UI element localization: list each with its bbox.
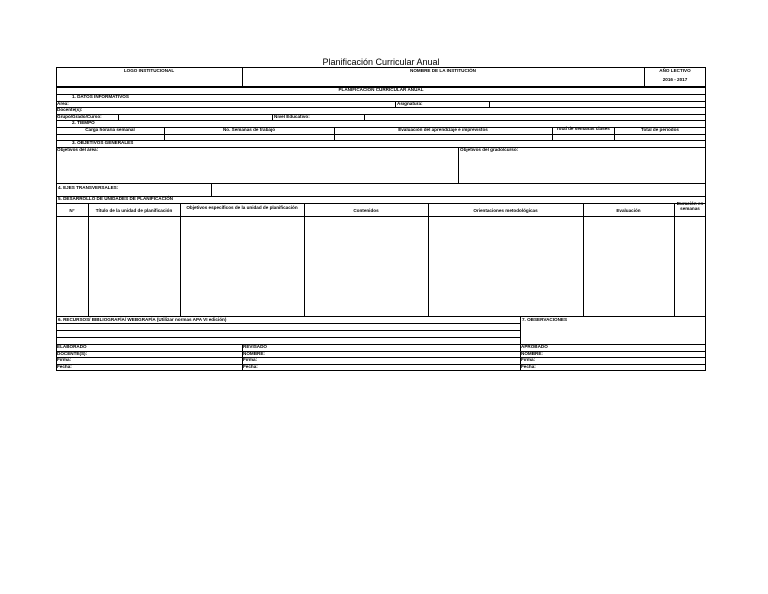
nivel-label: Nivel Educativo: [274,114,310,119]
sign-elaborado-label: ELABORADO [57,344,87,349]
objetivos-grado-label: Objetivos del grado/curso: [460,147,519,152]
col-number-header: N° [69,208,75,213]
section-1-heading: 1. DATOS INFORMATIVOS [72,94,129,99]
objetivos-area-label: Objetivos del área: [57,147,99,152]
col-orientaciones-header: Orientaciones metodológicas [473,208,538,213]
carga-horaria-header: Carga horaria semanal [85,127,135,132]
total-semanas-header: Total de semanas clases [556,126,610,131]
sign-revisado-firma-label: Firma: [243,357,258,362]
logo-placeholder: LOGO INSTITUCIONAL [123,68,175,73]
section-7-heading: 7. OBSERVACIONES [522,317,568,322]
sign-revisado-label: REVISADO [243,344,267,349]
institution-name: NOMBRE DE LA INSTITUCIÓN [410,68,476,73]
section-3-heading: 3. OBJETIVOS GENERALES [72,140,134,145]
section-2-heading: 2. TIEMPO [72,120,95,125]
sign-revisado-nombre-label: NOMBRE: [243,351,265,356]
total-periodos-header: Total de periodos [641,127,679,132]
col-contenidos-header: Contenidos [353,208,379,213]
sign-aprobado-fecha-label: Fecha: [521,364,536,369]
evaluacion-imprevistos-header: Evaluación del aprendizaje e imprevistos [398,127,488,132]
sign-elaborado-firma-label: Firma: [57,357,72,362]
year-value: 2016 - 2017 [662,77,688,82]
sign-revisado-fecha-label: Fecha: [243,364,258,369]
asignatura-label: Asignatura: [397,101,423,106]
col-duracion-header: Duración en semanas [676,201,704,212]
col-objetivos-header: Objetivos específicos de la unidad de planificación [186,205,298,210]
section-title: PLANIFICACIÓN CURRICULAR ANUAL [338,87,424,92]
document-title: Planificación Curricular Anual [322,57,440,67]
year-label: AÑO LECTIVO [659,68,691,73]
sign-docentes-label: DOCENTE(S): [57,351,88,356]
col-evaluacion-header: Evaluación [616,208,641,213]
sign-aprobado-label: APROBADO [521,344,548,349]
section-5-heading: 5. DESARROLLO DE UNIDADES DE PLANIFICACIÓN [58,196,174,201]
sign-aprobado-firma-label: Firma: [521,357,536,362]
section-4-heading: 4. EJES TRANSVERSALES: [58,185,119,190]
sign-elaborado-fecha-label: Fecha: [57,364,72,369]
grupo-label: Grupo/Grado/Curso: [57,114,102,119]
col-titulo-header: Título de la unidad de planificación [95,208,173,213]
docentes-label: Docente(s): [57,107,83,112]
sign-aprobado-nombre-label: NOMBRE: [521,351,543,356]
semanas-trabajo-header: No. Semanas de trabajo [222,127,276,132]
area-label: Área: [57,101,69,106]
section-6-heading: 6. RECURSOS/ BIBLIOGRAFÍA/ WEBGRAFÍA (Utilizar normas APA VI edición) [58,317,227,322]
